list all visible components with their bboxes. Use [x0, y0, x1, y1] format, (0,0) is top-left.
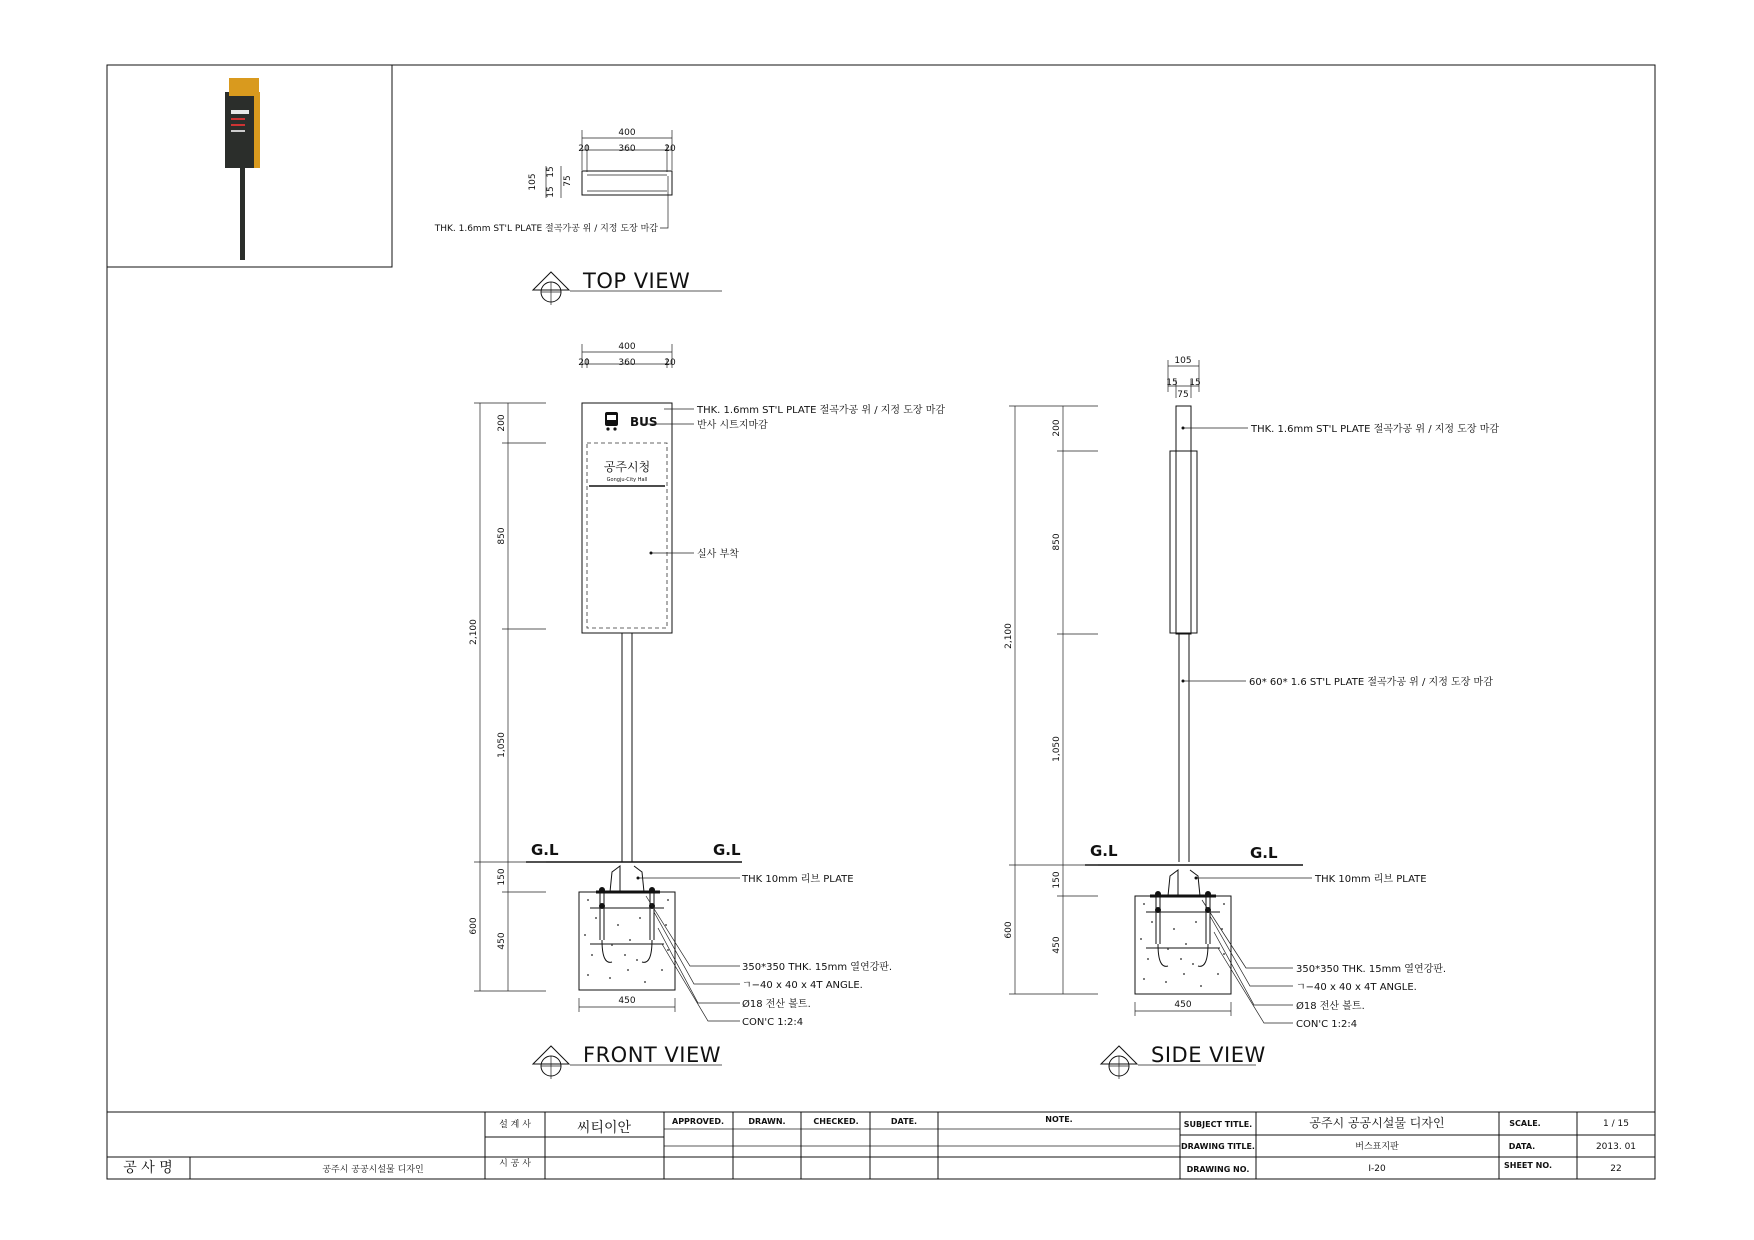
side-rib-note: THK 10mm 리브 PLATE	[1315, 874, 1427, 885]
side-dim-200: 200	[1052, 419, 1062, 437]
designer-name: 씨티이안	[576, 1120, 632, 1136]
front-plate-note: THK. 1.6mm ST'L PLATE 절곡가공 위 / 지정 도장 마감	[697, 405, 946, 416]
front-dim-360: 360	[618, 358, 636, 368]
front-baseplate-note: 350*350 THK. 15mm 열연강판.	[742, 962, 893, 973]
front-dim-2100: 2,100	[469, 619, 479, 645]
drawing-title: 버스표지판	[1355, 1142, 1399, 1152]
front-gl-right: G.L	[713, 841, 741, 859]
top-dim-20-right: 20	[664, 144, 676, 154]
front-sheet-note: 반사 시트지마감	[697, 420, 768, 431]
sheet-no-label: SHEET NO.	[1504, 1161, 1552, 1170]
scale-label: SCALE.	[1509, 1119, 1541, 1128]
sheet-no: 22	[1610, 1164, 1622, 1174]
side-dim-150: 150	[1052, 871, 1062, 889]
front-view	[469, 342, 945, 1079]
front-dim-1050: 1,050	[497, 732, 507, 758]
side-conc-note: CON'C 1:2:4	[1296, 1019, 1358, 1030]
top-dim-105: 105	[528, 173, 538, 191]
front-dim-base-450: 450	[618, 996, 636, 1006]
subject-title: 공주시 공공시설물 디자인	[1309, 1116, 1445, 1130]
drawing-no: I-20	[1368, 1164, 1386, 1174]
top-dim-15b: 15	[546, 186, 556, 198]
front-dim-200: 200	[497, 414, 507, 432]
top-dim-400: 400	[618, 128, 636, 138]
note-label: NOTE.	[1045, 1115, 1073, 1124]
top-dim-15a: 15	[546, 166, 556, 178]
drawing-no-label: DRAWING NO.	[1186, 1165, 1250, 1174]
side-dim-2100: 2,100	[1004, 623, 1014, 649]
front-dim-150: 150	[497, 868, 507, 886]
side-baseplate-note: 350*350 THK. 15mm 열연강판.	[1296, 964, 1447, 975]
side-dim-850: 850	[1052, 533, 1062, 551]
side-dim-105: 105	[1174, 356, 1192, 366]
side-dim-75: 75	[1177, 390, 1189, 400]
side-pipe-note: 60* 60* 1.6 ST'L PLATE 절곡가공 위 / 지정 도장 마감	[1249, 677, 1493, 688]
checked-label: CHECKED.	[813, 1117, 859, 1126]
front-dim-450: 450	[497, 932, 507, 950]
drawn-label: DRAWN.	[748, 1117, 786, 1126]
side-view-marker	[1101, 1046, 1137, 1079]
side-gl-left: G.L	[1090, 842, 1118, 860]
data-label: DATA.	[1508, 1142, 1536, 1151]
front-dim-20-left: 20	[578, 358, 590, 368]
drawing-title-label: DRAWING TITLE.	[1181, 1142, 1255, 1151]
top-view-title: TOP VIEW	[583, 269, 691, 293]
bus-label: BUS	[630, 415, 658, 429]
side-dim-base-450: 450	[1174, 1000, 1192, 1010]
bus-icon	[605, 412, 618, 431]
top-plate-note: THK. 1.6mm ST'L PLATE 절곡가공 위 / 지정 도장 마감	[434, 224, 658, 234]
side-view	[1004, 356, 1499, 1079]
front-foundation	[579, 866, 675, 990]
front-conc-note: CON'C 1:2:4	[742, 1017, 804, 1028]
side-view-title: SIDE VIEW	[1151, 1043, 1266, 1067]
front-rib-note: THK 10mm 리브 PLATE	[742, 874, 854, 885]
side-plate-note: THK. 1.6mm ST'L PLATE 절곡가공 위 / 지정 도장 마감	[1251, 424, 1500, 435]
front-dim-400: 400	[618, 342, 636, 352]
data-value: 2013. 01	[1595, 1142, 1637, 1152]
place-name-kr: 공주시청	[603, 460, 651, 474]
side-sign-panel	[1176, 406, 1191, 634]
place-name-en: Gongju-City Hall	[606, 477, 648, 483]
front-silk-note: 실사 부착	[697, 549, 739, 560]
front-dim-850: 850	[497, 527, 507, 545]
builder-label: 시 공 사	[499, 1159, 531, 1169]
front-view-marker	[533, 1046, 569, 1079]
project-name: 공주시 공공시설물 디자인	[322, 1165, 424, 1175]
date-label: DATE.	[890, 1117, 918, 1126]
front-angle-note: ㄱ−40 x 40 x 4T ANGLE.	[742, 980, 863, 991]
approved-label: APPROVED.	[672, 1117, 724, 1126]
front-sign-panel	[582, 403, 672, 633]
side-foundation	[1135, 870, 1231, 994]
top-view-marker	[533, 272, 569, 305]
top-dim-75: 75	[563, 175, 573, 187]
title-block	[107, 1112, 1655, 1179]
front-gl-left: G.L	[531, 841, 559, 859]
front-bolt-note: Ø18 전산 볼트.	[742, 999, 811, 1010]
side-bolt-note: Ø18 전산 볼트.	[1296, 1001, 1365, 1012]
top-dim-360: 360	[618, 144, 636, 154]
sheet-border	[107, 65, 1655, 1179]
designer-label: 설 계 사	[499, 1120, 531, 1130]
side-dim-1050: 1,050	[1052, 736, 1062, 762]
top-dim-20-left: 20	[578, 144, 590, 154]
side-angle-note: ㄱ−40 x 40 x 4T ANGLE.	[1296, 982, 1417, 993]
front-dim-600: 600	[469, 917, 479, 935]
side-dim-450: 450	[1052, 936, 1062, 954]
top-view	[434, 128, 722, 305]
side-gl-right: G.L	[1250, 844, 1278, 862]
front-dim-20-right: 20	[664, 358, 676, 368]
project-label: 공 사 명	[123, 1160, 173, 1176]
subject-title-label: SUBJECT TITLE.	[1183, 1120, 1253, 1129]
side-dim-15b: 15	[1189, 378, 1201, 388]
front-view-title: FRONT VIEW	[583, 1043, 722, 1067]
side-dim-15a: 15	[1166, 378, 1178, 388]
perspective-thumbnail	[107, 65, 392, 267]
scale-value: 1 / 15	[1603, 1119, 1629, 1129]
side-dim-600: 600	[1004, 921, 1014, 939]
